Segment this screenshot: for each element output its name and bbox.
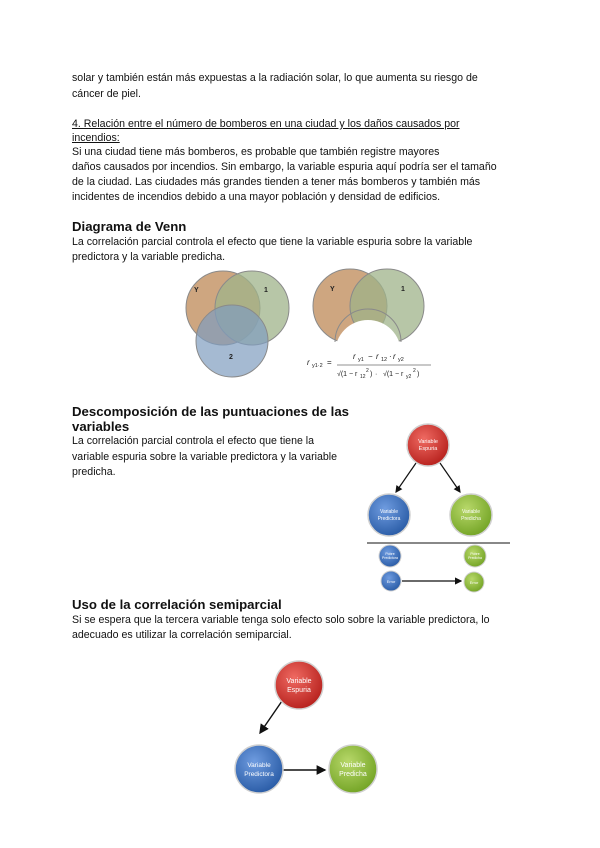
decomp-predicha-label-2: Predicha [461, 516, 481, 522]
venn-body-line-2: predictora y la variable predicha. [72, 251, 226, 263]
formula-numerator: r [353, 352, 356, 361]
decomp-predictora-label-1: Variable [380, 509, 398, 515]
decomp-pobre-predicha-label-1: Pobre [470, 552, 480, 556]
intro-line-2: cáncer de piel. [72, 88, 141, 100]
decomp-predictora-label-2: Predictora [377, 516, 401, 522]
venn1-label-2: 2 [229, 354, 233, 361]
venn-heading: Diagrama de Venn [72, 219, 187, 234]
semi-predicha-label-2: Predicha [339, 771, 367, 778]
formula-term3: r [393, 352, 396, 361]
item4-body-line-1: Si una ciudad tiene más bomberos, es probable que también registre mayores [72, 146, 440, 158]
item4-body-line-4: incidentes de incendios debido a una mayor población y densidad de edificios. [72, 191, 441, 203]
formula-den2-close: ) [417, 371, 420, 378]
decomposition-diagram [360, 418, 510, 598]
formula-den-dot: · [375, 371, 378, 378]
venn2-circle-1 [350, 269, 424, 343]
formula-den2-sq: 2 [413, 368, 416, 374]
formula-equals: = [327, 358, 332, 367]
semi-predicha-label-1: Variable [340, 762, 366, 769]
formula-numerator-sub: y1 [358, 357, 364, 363]
formula-lhs: r [307, 358, 310, 367]
decomp-predicha-label-1: Variable [462, 509, 480, 515]
decomp-body-line-2: variable espuria sobre la variable predictora y la variable [72, 451, 337, 463]
decomp-body-line-3: predicha. [72, 466, 116, 478]
semi-heading: Uso de la correlación semiparcial [72, 597, 282, 612]
decomp-predictora-node [368, 494, 410, 536]
venn2-label-y: Y [330, 286, 335, 293]
decomp-body-line-1: La correlación parcial controla el efecto que tiene la [72, 435, 315, 447]
partial-correlation-formula [305, 350, 435, 385]
formula-minus: − [368, 352, 373, 361]
item4-title-line-2: incendios: [72, 132, 120, 144]
decomp-espuria-node [407, 424, 449, 466]
decomp-error-right-label: Error [469, 581, 479, 585]
semi-predicha-node [329, 745, 377, 793]
formula-den2: √(1 − r [383, 371, 404, 378]
formula-den1-sub: 12 [360, 374, 366, 380]
semi-predictora-label-2: Predictora [244, 771, 274, 778]
item4-body-line-3: de la ciudad. Las ciudades más grandes tienden a tener más bomberos y también más [72, 176, 481, 188]
decomp-espuria-label-1: Variable [418, 439, 438, 445]
semi-predictora-node [235, 745, 283, 793]
decomp-pobre-predictora-label-1: Pobre [385, 552, 395, 556]
item4-body-line-2: daños causados por incendios. Sin embargo, la variable espuria aquí podría ser el tamaño [72, 161, 497, 173]
intro-line-1: solar y también están más expuestas a la radiación solar, lo que aumenta su riesgo de [72, 72, 478, 84]
decomp-error-left-label: Error [386, 580, 396, 584]
semi-body-line-1: Si se espera que la tercera variable tenga solo efecto solo sobre la variable predictora, lo [72, 614, 490, 626]
venn-body-line-1: La correlación parcial controla el efecto que tiene la variable espuria sobre la variable [72, 236, 473, 248]
semi-espuria-label-2: Espuria [287, 687, 311, 694]
decomp-espuria-label-2: Espuria [418, 446, 438, 452]
venn2-label-1: 1 [401, 286, 405, 293]
formula-term2-sub: 12 [381, 357, 388, 363]
decomp-heading-line-2: variables [72, 419, 130, 434]
formula-term3-sub: y2 [398, 357, 404, 363]
formula-den1-sq: 2 [366, 368, 369, 374]
decomp-heading-line-1: Descomposición de las puntuaciones de las [72, 404, 350, 419]
decomp-pobre-predicha-label-2: Predicha [468, 556, 482, 560]
semi-espuria-label-1: Variable [286, 678, 312, 685]
formula-den2-sub: y2 [406, 374, 412, 380]
venn1-label-y: Y [194, 287, 199, 294]
item4-title-line-1: 4. Relación entre el número de bomberos en una ciudad y los daños causados por [72, 118, 460, 130]
semi-body-line-2: adecuado es utilizar la correlación semiparcial. [72, 629, 292, 641]
decomp-predicha-node [450, 494, 492, 536]
formula-term2: r [376, 352, 379, 361]
semi-predictora-label-1: Variable [247, 762, 271, 769]
semi-espuria-node [275, 661, 323, 709]
formula-den1: √(1 − r [337, 371, 358, 378]
decomp-pobre-predictora-label-2: Predictora [382, 556, 398, 560]
formula-lhs-sub: y1·2 [312, 363, 323, 369]
venn-circle-2 [196, 305, 268, 377]
venn-diagram-three-circles [170, 258, 300, 383]
formula-dot: · [389, 352, 392, 361]
venn1-label-1: 1 [264, 287, 268, 294]
semipartial-diagram [225, 655, 395, 795]
formula-den1-close: ) [370, 371, 373, 378]
